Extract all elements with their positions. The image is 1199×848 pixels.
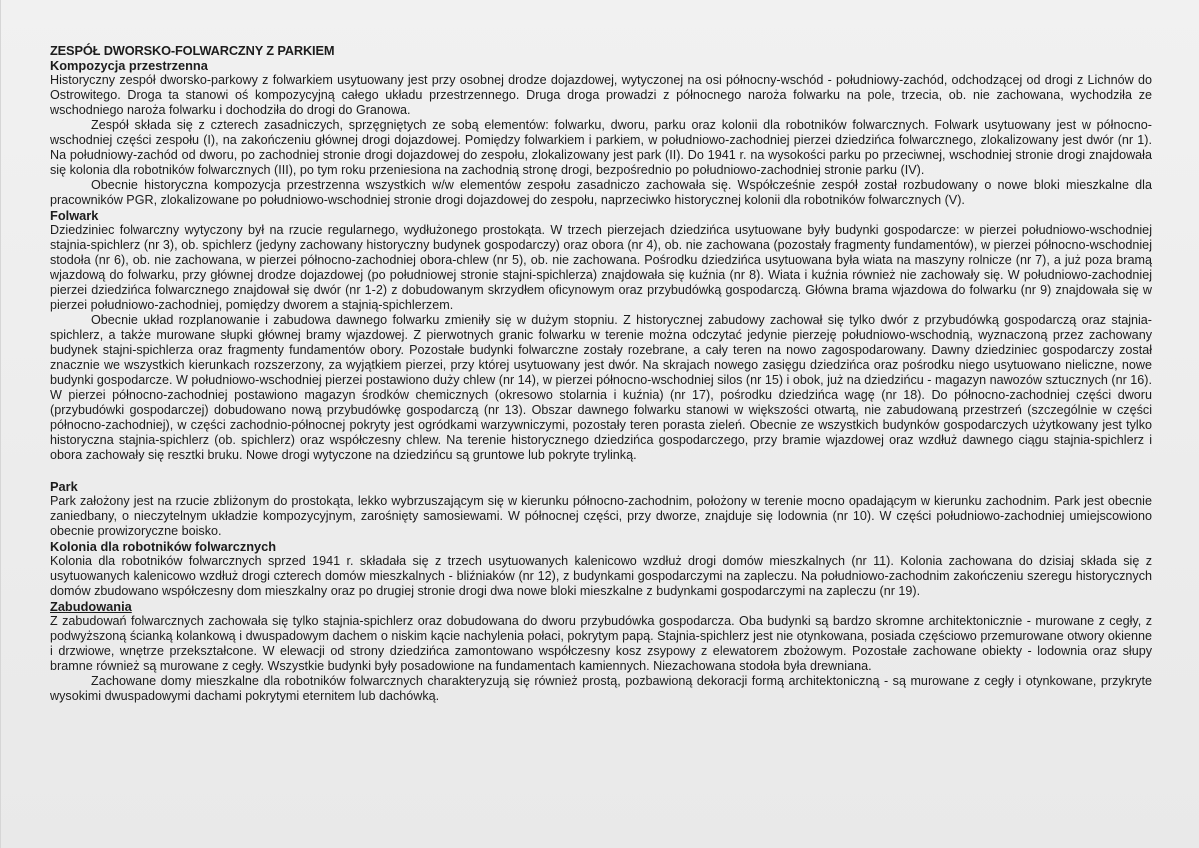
paragraph: Obecnie historyczna kompozycja przestrzenna wszystkich w/w elementów zespołu zasadniczo zachowała się. Współcześnie zespół został rozbudowany o nowe bloki mieszkalne dla pracowników PGR, zlokalizowane po południowo-wschodniej stronie drogi dojazdowej do zespołu, naprzeciwko historycznej kolonii dla robotników folwarcznych (V). (50, 178, 1152, 207)
section-heading: Folwark (50, 208, 99, 223)
document-body (50, 43, 1152, 704)
section-heading: Kolonia dla robotników folwarcznych (50, 539, 277, 554)
section-kolonia (50, 539, 1152, 599)
section-kompozycja (50, 58, 1152, 208)
section-heading: Kompozycja przestrzenna (50, 58, 208, 73)
paragraph: Park założony jest na rzucie zbliżonym do prostokąta, lekko wybrzuszającym się w kierunku północno-zachodnim, położony w terenie mocno opadającym w kierunku zachodnim. Park jest obecnie zaniedbany, o nieczytelnym układzie kompozycyjnym, zarośnięty samosiewami. W północnej części, przy dworze, znajduje się lodownia (nr 10). W części południowo-zachodniej umiejscowiono obecnie prowizoryczne boisko. (50, 494, 1152, 538)
section-heading: Zabudowania (50, 599, 132, 614)
section-zabudowania (50, 599, 1152, 704)
blank-line (50, 463, 1152, 479)
paragraph: Zespół składa się z czterech zasadniczych, sprzęgniętych ze sobą elementów: folwarku, dworu, parku oraz kolonii dla robotników folwarcznych. Folwark usytuowany jest w północno-wschodniej części zespołu (I), na zakończeniu głównej drogi dojazdowej. Pomiędzy folwarkiem i parkiem, w południowo-zachodniej pierzei dziedzińca folwarcznego, zlokalizowany jest dwór (nr 1). Na południowy-zachód od dworu, po zachodniej stronie drogi dojazdowej do zespołu, zlokalizowany jest park (II). Do 1941 r. na wysokości parku po przeciwnej, wschodniej stronie drogi znajdowała się kolonia dla robotników folwarcznych (III), po tym roku przeniesiona na zachodnią stronę drogi, bezpośrednio po południowo-zachodniej stronie parku (IV). (50, 118, 1152, 177)
paragraph: Dziedziniec folwarczny wytyczony był na rzucie regularnego, wydłużonego prostokąta. W trzech pierzejach dziedzińca usytuowane były budynki gospodarcze: w pierzei południowo-wschodniej stajnia-spichlerz (nr 3), ob. spichlerz (jedyny zachowany historyczny budynek gospodarczy) oraz obora (nr 4), ob. nie zachowana (pozostały fragmenty fundamentów), w pierzei północno-wschodniej stodoła (nr 6), ob. nie zachowana, w pierzei północno-zachodniej obora-chlew (nr 5), ob. nie zachowana. Pośrodku dziedzińca usytuowana była wiata na maszyny rolnicze (nr 7), a już poza bramą wjazdową do folwarku, przy głównej drodze dojazdowej (po południowej stronie stajni-spichlerza) znajdowała się kuźnia (nr 8). Wiata i kuźnia również nie zachowały się. W południowo-zachodniej pierzei dziedzińca folwarcznego znajdował się dwór (nr 1-2) z dobudowanym skrzydłem oficynowym oraz przybudówką gospodarczą. Główna brama wjazdowa do folwarku (nr 9) znajdowała się w pierzei południowo-zachodniej, pomiędzy dworem a stajnią-spichlerzem. (50, 223, 1152, 312)
document-title: ZESPÓŁ DWORSKO-FOLWARCZNY Z PARKIEM (50, 43, 335, 58)
section-park (50, 479, 1152, 539)
paragraph: Historyczny zespół dworsko-parkowy z folwarkiem usytuowany jest przy osobnej drodze dojazdowej, wytyczonej na osi północny-wschód - południowy-zachód, odchodzącej od drogi z Lichnów do Ostrowitego. Droga ta stanowi oś kompozycyjną całego układu przestrzennego. Druga droga prowadzi z północnego naroża folwarku na pole, trzecia, ob. nie zachowana, wychodziła ze wschodniego naroża folwarku i dochodziła do drogi do Granowa. (50, 73, 1152, 117)
paragraph: Zachowane domy mieszkalne dla robotników folwarcznych charakteryzują się również prostą, pozbawioną dekoracji formą architektoniczną - są murowane z cegły i otynkowane, przykryte wysokimi dwuspadowymi dachami pokrytymi eternitem lub dachówką. (50, 674, 1152, 703)
paragraph: Obecnie układ rozplanowanie i zabudowa dawnego folwarku zmieniły się w dużym stopniu. Z historycznej zabudowy zachował się tylko dwór z przybudówką gospodarczą oraz stajnia-spichlerz, a także murowane słupki głównej bramy wjazdowej. Z pierwotnych granic folwarku w terenie można odczytać jedynie pierzeję południowo-wschodnią, wyznaczoną przez zachowany budynek stajni-spichlerza oraz fragmenty fundamentów obory. Pozostałe budynki folwarczne zostały rozebrane, a cały teren na nowo zagospodarowany. Dawny dziedziniec gospodarczy został znacznie we wszystkich kierunkach rozszerzony, za wyjątkiem pierzei, przy której usytuowany jest dwór. Na skrajach nowego zasięgu dziedzińca oraz pośrodku niego usytuowano nieliczne, nowe budynki gospodarcze. W południowo-wschodniej pierzei postawiono duży chlew (nr 14), w pierzei północno-wschodniej silos (nr 15) i obok, już na dziedzińcu - magazyn nawozów sztucznych (nr 16). W pierzei północno-zachodniej postawiono magazyn środków chemicznych (okresowo stolarnia i kuźnia) (nr 17), pośrodku dziedzińca wagę (nr 18). Do północno-zachodniej części dworu (przybudówki gospodarczej) dobudowano nową przybudówkę gospodarczą (nr 13). Obszar dawnego folwarku stanowi w większości otwartą, nie zabudowaną przestrzeń (szczególnie w części północno-zachodniej), w części zachodnio-północnej pokryty jest ogródkami warzywniczymi, pozostały teren porasta zieleń. Obecnie ze wszystkich budynków gospodarczych użytkowany jest tylko historyczna stajnia-spichlerz (ob. spichlerz) oraz współczesny chlew. Na terenie historycznego dziedzińca gospodarczego, przy bramie wjazdowej oraz wzdłuż dawnego ciągu stajnia-spichlerz i obora zachowały się resztki bruku. Nowe drogi wytyczone na dziedzińcu są gruntowe lub pokryte trylinką. (50, 313, 1152, 462)
paragraph: Z zabudowań folwarcznych zachowała się tylko stajnia-spichlerz oraz dobudowana do dworu przybudówka gospodarcza. Oba budynki są bardzo skromne architektonicznie - murowane z cegły, z podwyższoną ścianką kolankową i dwuspadowym dachem o niskim kącie nachylenia połaci, pokrytym papą. Stajnia-spichlerz jest nie otynkowana, posiada częściowo przemurowane otwory okienne i drzwiowe, wnętrze przekształcone. W elewacji od strony dziedzińca zamontowano współczesny kosz zsypowy z elewatorem zbożowym. Pozostałe zachowane obiekty - lodownia oraz słupy bramne również są murowane z cegły. Wszystkie budynki były posadowione na fundamentach kamiennych. Niezachowana stodoła była drewniana. (50, 614, 1152, 673)
paragraph: Kolonia dla robotników folwarcznych sprzed 1941 r. składała się z trzech usytuowanych kalenicowo wzdłuż drogi domów mieszkalnych (nr 11). Kolonia zachowana do dzisiaj składa się z usytuowanych kalenicowo wzdłuż drogi czterech domów mieszkalnych - bliźniaków (nr 12), z budynkami gospodarczymi na zapleczu. Na południowo-zachodnim zakończeniu szeregu historycznych domów zbudowano współczesny dom mieszkalny oraz po drugiej stronie drogi dwa nowe bloki mieszkalne z budynkami gospodarczymi na zapleczu (nr 19). (50, 554, 1152, 598)
section-folwark (50, 208, 1152, 463)
section-heading: Park (50, 479, 78, 494)
